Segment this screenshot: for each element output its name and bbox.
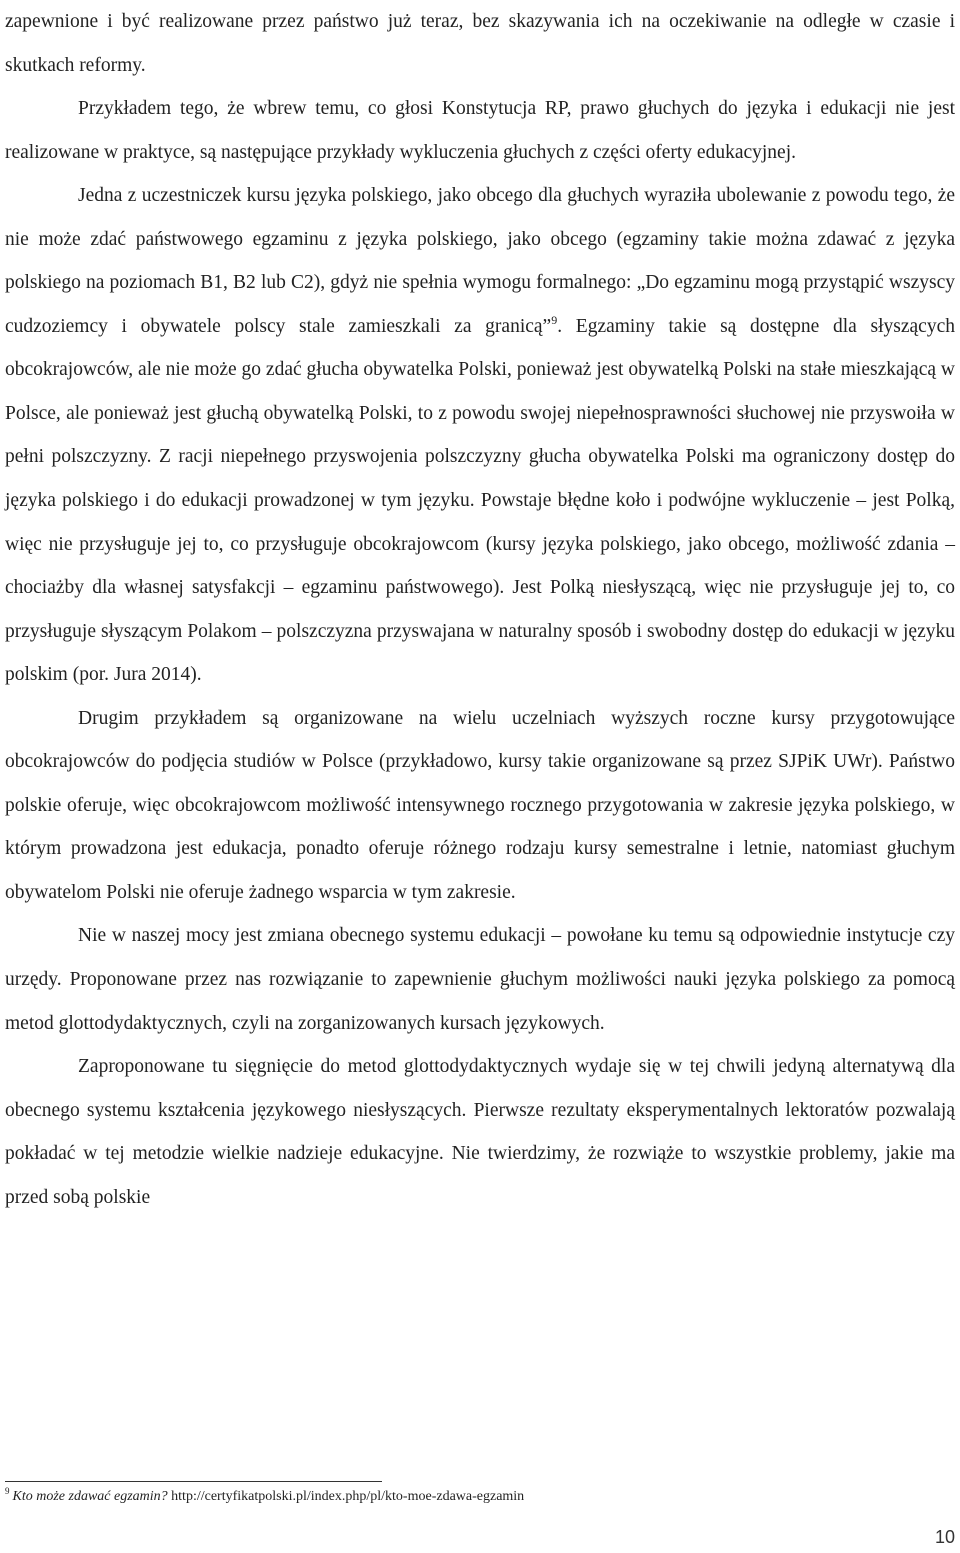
paragraph-2: Przykładem tego, że wbrew temu, co głosi Konstytucja RP, prawo głuchych do języka i edukacji nie jest realizowane w praktyce, są następujące przykłady wykluczenia głuchych z części oferty edukacyjnej. — [5, 98, 955, 163]
paragraph-3-text-a: Jedna z uczestniczek kursu języka polskiego, jako obcego dla głuchych wyraziła ubolewanie z powodu tego, że nie może zdać państwowego egzaminu z języka polskiego, jako obcego (egzaminy takie można zdawać z języka polskiego na poziomach B1, B2 lub C2), gdyż nie spełnia wymogu formalnego: „Do egzaminu mogą przystąpić wszyscy cudzoziemcy i obywatele polscy stale zamieszkali za granicą” — [5, 185, 955, 337]
page-number: 10 — [934, 1527, 955, 1547]
body-text — [5, 0, 955, 1219]
footnote-title: Kto może zdawać egzamin? — [12, 1489, 168, 1504]
footnote-url[interactable]: http://certyfikatpolski.pl/index.php/pl/kto-moe-zdawa-egzamin — [171, 1489, 525, 1504]
footnote-separator — [5, 1481, 382, 1482]
paragraph-3 — [5, 174, 955, 697]
paragraph-5: Nie w naszej mocy jest zmiana obecnego systemu edukacji – powołane ku temu są odpowiednie instytucje czy urzędy. Proponowane przez nas rozwiązanie to zapewnienie głuchym możliwości nauki języka polskiego za pomocą metod glottodydaktycznych, czyli na zorganizowanych kursach językowych. — [5, 925, 955, 1034]
paragraph-1: zapewnione i być realizowane przez państwo już teraz, bez skazywania ich na oczekiwanie na odległe w czasie i skutkach reformy. — [5, 11, 955, 76]
footnote-marker: 9 — [5, 1486, 10, 1496]
footnote-reference[interactable]: 9 — [551, 312, 558, 327]
paragraph-6: Zaproponowane tu sięgnięcie do metod glottodydaktycznych wydaje się w tej chwili jedyną alternatywą dla obecnego systemu kształcenia językowego niesłyszących. Pierwsze rezultaty eksperymentalnych lektoratów pozwalają pokładać w tej metodzie wielkie nadzieje edukacyjne. Nie twierdzimy, że rozwiąże to wszystkie problemy, jakie ma przed sobą polskie — [5, 1056, 955, 1208]
paragraph-3-text-b: . Egzaminy takie są dostępne dla słyszących obcokrajowców, ale nie może go zdać głucha obywatelka Polski, ponieważ jest obywatelką Polski na stałe mieszkającą w Polsce, ale ponieważ jest głuchą obywatelką Polski, to z powodu swojej niepełnosprawności słuchowej nie przyswoiła w pełni polszczyzny. Z racji niepełnego przyswojenia polszczyzny głucha obywatelka Polski ma ograniczony dostęp do języka polskiego i do edukacji prowadzonej w tym języku. Powstaje błędne koło i podwójne wykluczenie – jest Polką, więc nie przysługuje jej to, co przysługuje obcokrajowcom (kursy języka polskiego, jako obcego, możliwość zdania – chociażby dla własnej satysfakcji – egzaminu państwowego). Jest Polką niesłyszącą, więc nie przysługuje jej to, co przysługuje słyszącym Polakom – polszczyzna przyswajana w naturalny sposób i swobodny dostęp do edukacji w języku polskim (por. Jura 2014). — [5, 315, 955, 686]
paragraph-4: Drugim przykładem są organizowane na wielu uczelniach wyższych roczne kursy przygotowujące obcokrajowców do podjęcia studiów w Polsce (przykładowo, kursy takie organizowane są przez SJPiK UWr). Państwo polskie oferuje, więc obcokrajowcom możliwość intensywnego rocznego przygotowania w zakresie języka polskiego, w którym prowadzona jest edukacja, ponadto oferuje różnego rodzaju kursy semestralne i letnie, natomiast głuchym obywatelom Polski nie oferuje żadnego wsparcia w tym zakresie. — [5, 707, 955, 903]
footnote — [5, 1488, 955, 1506]
